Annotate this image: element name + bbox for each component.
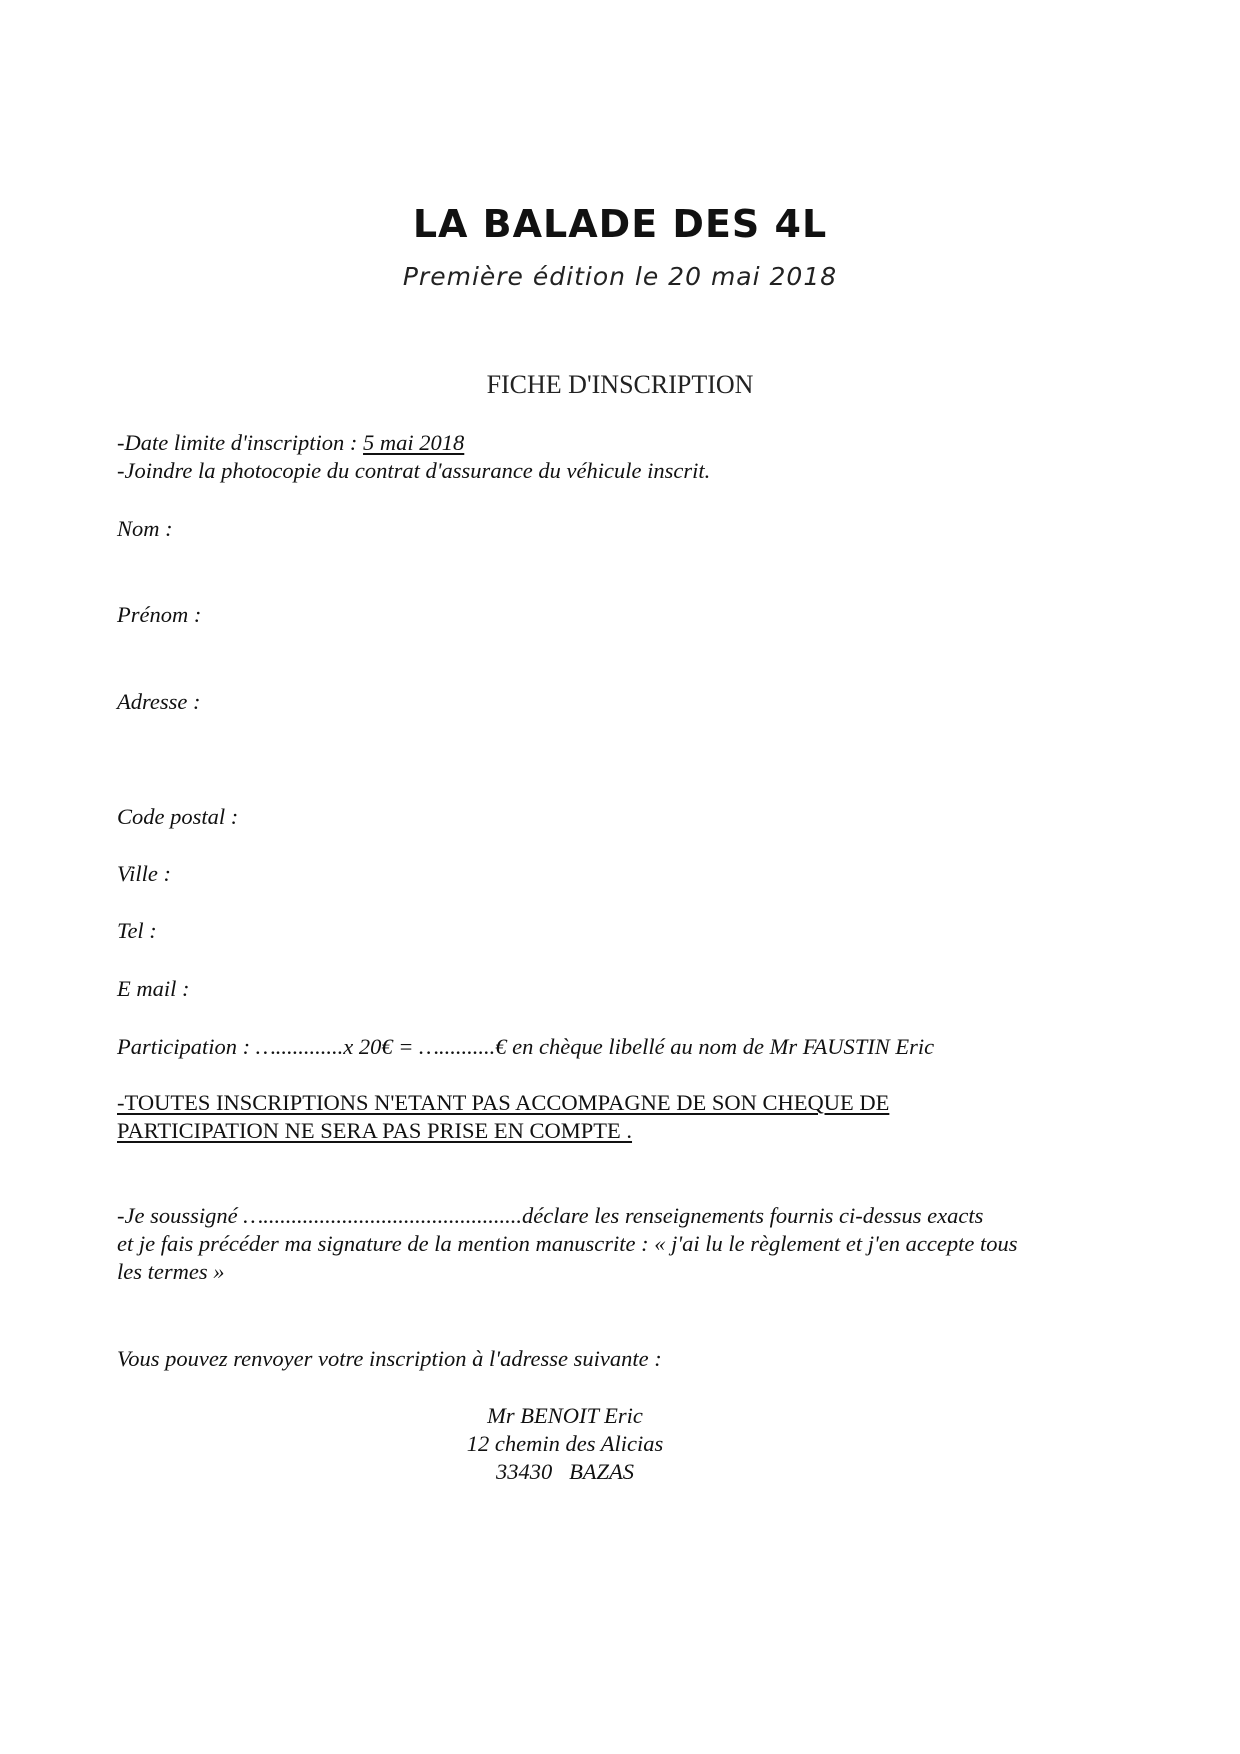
field-label-adresse: Adresse : (117, 689, 201, 714)
deadline-line (117, 430, 464, 456)
declaration-line-1: -Je soussigné …..............................................déclare les renseignements fournis ci-dessus exacts (117, 1203, 984, 1228)
return-note: Vous pouvez renvoyer votre inscription à l'adresse suivante : (117, 1346, 662, 1371)
field-label-prenom: Prénom : (117, 602, 202, 627)
event-subtitle: Première édition le 20 mai 2018 (402, 262, 838, 291)
field-label-tel: Tel : (117, 918, 157, 943)
field-label-email: E mail : (117, 976, 190, 1001)
form-title: FICHE D'INSCRIPTION (486, 370, 754, 399)
deadline-date: 5 mai 2018 (363, 430, 465, 455)
address-street: 12 chemin des Alicias (466, 1431, 664, 1456)
insurance-note: -Joindre la photocopie du contrat d'assurance du véhicule inscrit. (117, 458, 711, 483)
event-title: LA BALADE DES 4L (412, 202, 828, 246)
deadline-label: -Date limite d'inscription : (117, 430, 364, 455)
declaration-line-3: les termes » (117, 1259, 225, 1284)
warning-line-1: -TOUTES INSCRIPTIONS N'ETANT PAS ACCOMPAGNE DE SON CHEQUE DE (117, 1090, 890, 1115)
address-city: 33430 BAZAS (495, 1459, 635, 1484)
field-label-ville: Ville : (117, 861, 171, 886)
participation-line: Participation : …............x 20€ = …..........€ en chèque libellé au nom de Mr FAUSTIN Eric (117, 1034, 935, 1059)
declaration-line-2: et je fais précéder ma signature de la mention manuscrite : « j'ai lu le règlement et j'en accepte tous (117, 1231, 1018, 1256)
field-label-code-postal: Code postal : (117, 804, 239, 829)
warning-line-2: PARTICIPATION NE SERA PAS PRISE EN COMPTE . (117, 1118, 633, 1143)
address-name: Mr BENOIT Eric (487, 1403, 643, 1428)
field-label-nom: Nom : (117, 516, 173, 541)
